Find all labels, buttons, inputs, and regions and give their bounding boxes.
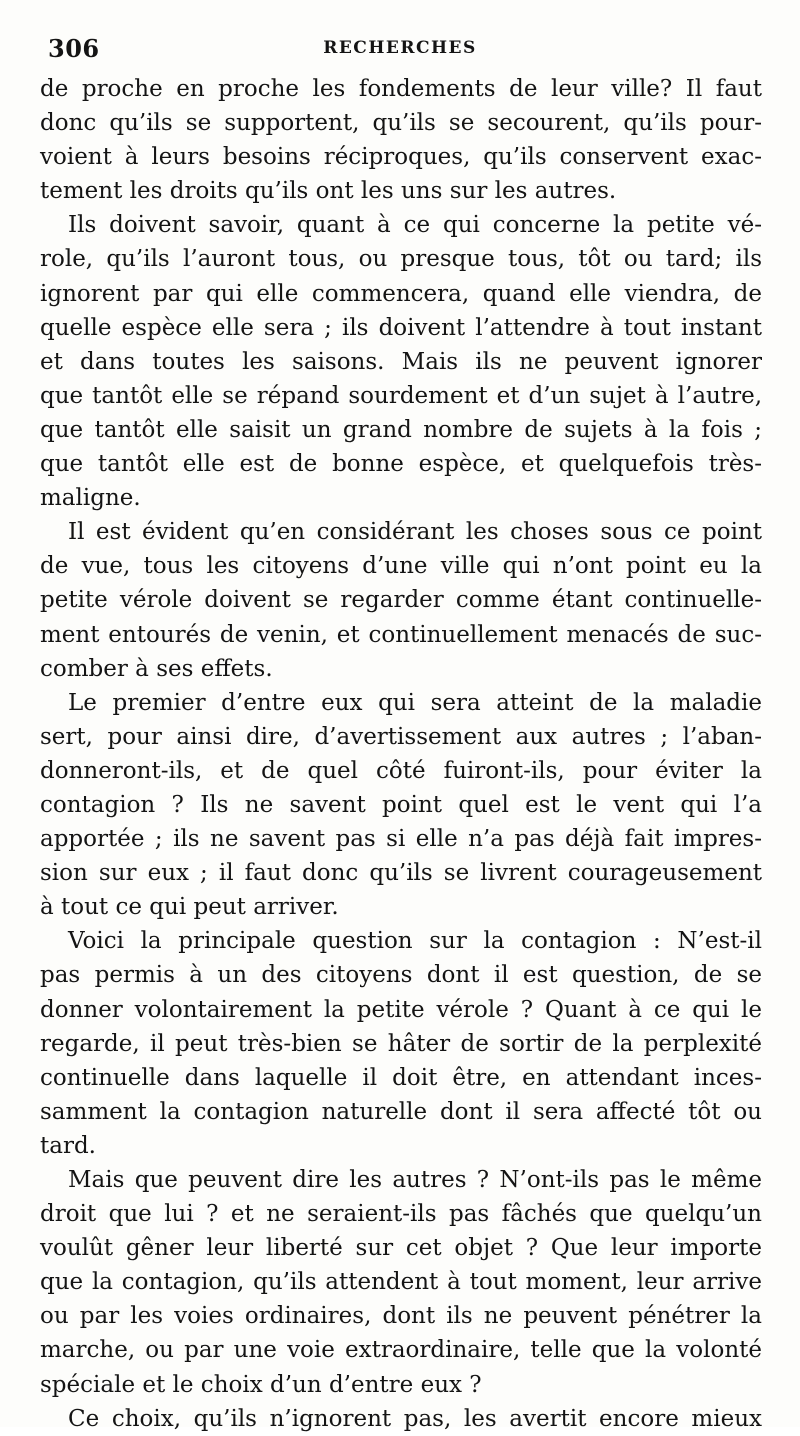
text-line: pas permis à un des citoyens dont il est question, de se	[40, 962, 762, 989]
text-line: que la contagion, qu’ils attendent à tout moment, leur arrive	[40, 1269, 762, 1296]
running-head: RECHERCHES	[323, 38, 477, 58]
text-line: à tout ce qui peut arriver.	[40, 894, 339, 921]
page-header	[40, 30, 760, 66]
page-number: 306	[48, 34, 100, 63]
text-line: continuelle dans laquelle il doit être, en attendant inces-	[40, 1064, 762, 1091]
text-line: droit que lui ? et ne seraient-ils pas fâchés que quelqu’un	[40, 1201, 762, 1228]
text-line: sert, pour ainsi dire, d’avertissement aux autres ; l’aban-	[40, 723, 762, 750]
text-line: que tantôt elle saisit un grand nombre de sujets à la fois ;	[40, 416, 762, 443]
text-line: que tantôt elle se répand sourdement et d’un sujet à l’autre,	[40, 382, 762, 409]
text-line: ou par les voies ordinaires, dont ils ne peuvent pénétrer la	[40, 1303, 762, 1330]
text-line: de vue, tous les citoyens d’une ville qui n’ont point eu la	[40, 553, 762, 580]
text-line: ment entourés de venin, et continuellement menacés de suc-	[40, 621, 762, 648]
text-line: Il est évident qu’en considérant les choses sous ce point	[68, 519, 762, 546]
text-line: Voici la principale question sur la contagion : N’est-il	[68, 928, 762, 955]
text-line: role, qu’ils l’auront tous, ou presque tous, tôt ou tard; ils	[40, 246, 762, 273]
body-text	[40, 72, 762, 1436]
text-line: samment la contagion naturelle dont il sera affecté tôt ou	[40, 1098, 762, 1125]
text-line: spéciale et le choix d’un d’entre eux ?	[40, 1371, 482, 1398]
text-line: apportée ; ils ne savent pas si elle n’a pas déjà fait impres-	[40, 826, 762, 853]
text-line: donc qu’ils se supportent, qu’ils se secourent, qu’ils pour-	[40, 110, 762, 137]
text-line: Le premier d’entre eux qui sera atteint de la maladie	[68, 689, 762, 716]
text-line: marche, ou par une voie extraordinaire, telle que la volonté	[40, 1337, 762, 1364]
text-line: donneront-ils, et de quel côté fuiront-ils, pour éviter la	[40, 757, 762, 784]
text-line: Ce choix, qu’ils n’ignorent pas, les avertit encore mieux	[68, 1405, 762, 1432]
text-line: voient à leurs besoins réciproques, qu’ils conservent exac-	[40, 144, 762, 171]
text-line: sion sur eux ; il faut donc qu’ils se livrent courageusement	[40, 860, 762, 887]
text-line: de proche en proche les fondements de leur ville? Il faut	[40, 76, 762, 102]
text-line: regarde, il peut très-bien se hâter de sortir de la perplexité	[40, 1030, 762, 1057]
text-line: tement les droits qu’ils ont les uns sur les autres.	[40, 178, 617, 205]
text-line: ignorent par qui elle commencera, quand elle viendra, de	[40, 280, 762, 307]
text-line: contagion ? Ils ne savent point quel est le vent qui l’a	[40, 791, 762, 818]
text-line: que tantôt elle est de bonne espèce, et quelquefois très-	[40, 451, 762, 478]
text-line: petite vérole doivent se regarder comme étant continuelle-	[40, 587, 762, 614]
text-line: tard.	[40, 1132, 96, 1159]
text-line: donner volontairement la petite vérole ? Quant à ce qui le	[40, 996, 762, 1023]
text-line: voulût gêner leur liberté sur cet objet ? Que leur importe	[40, 1235, 762, 1262]
text-line: Mais que peuvent dire les autres ? N’ont-ils pas le même	[68, 1167, 762, 1193]
text-line: comber à ses effets.	[40, 655, 273, 682]
text-line: quelle espèce elle sera ; ils doivent l’attendre à tout instant	[40, 314, 762, 341]
text-line: et dans toutes les saisons. Mais ils ne peuvent ignorer	[40, 348, 762, 375]
text-line: maligne.	[40, 485, 141, 512]
text-line: Ils doivent savoir, quant à ce qui concerne la petite vé-	[68, 212, 762, 239]
